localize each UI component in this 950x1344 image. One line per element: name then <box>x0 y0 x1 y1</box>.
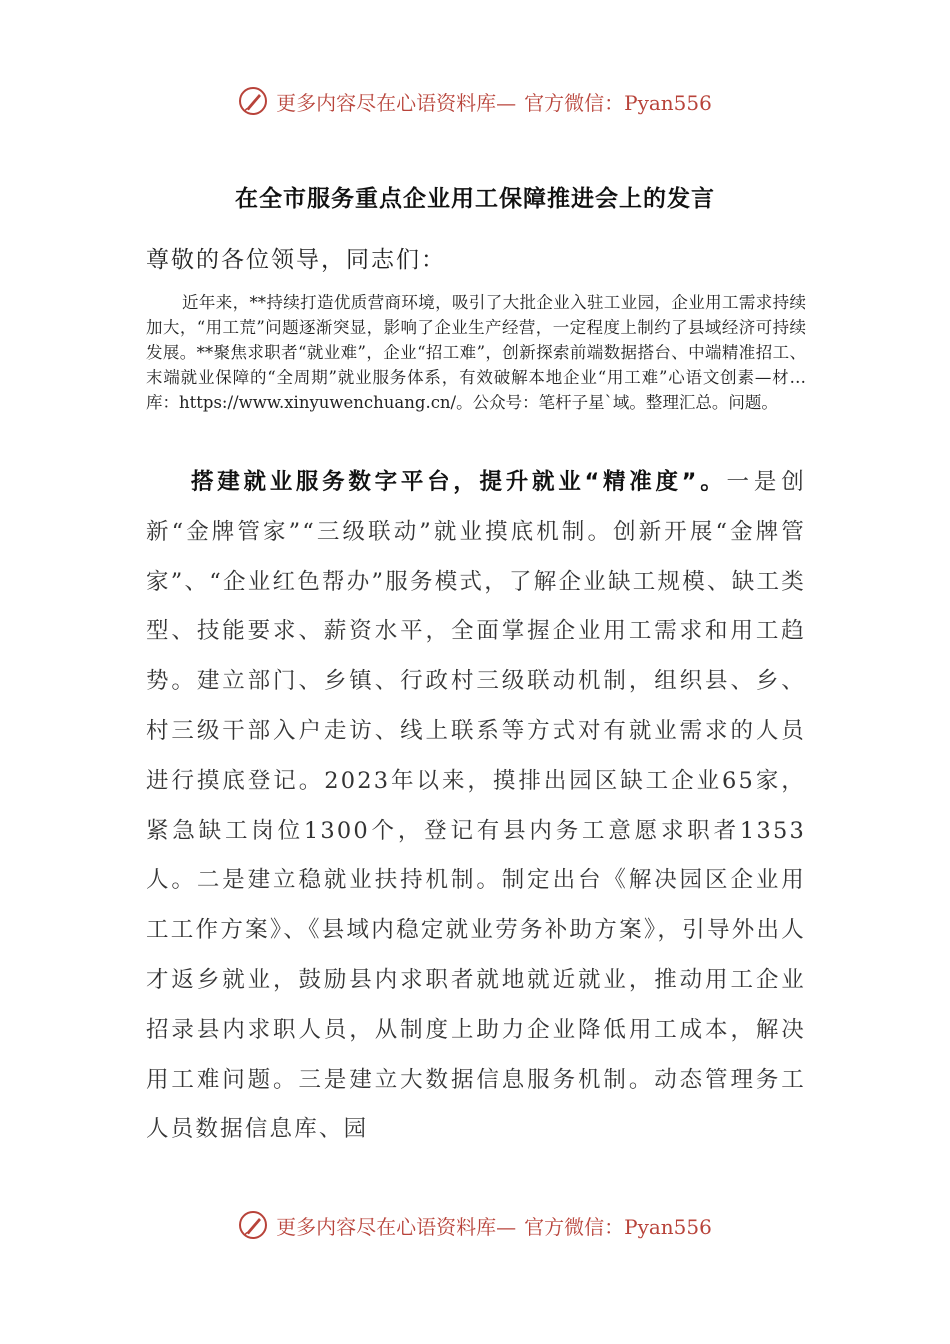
header-watermark <box>0 86 950 116</box>
section-lead: 搭建就业服务数字平台，提升就业“精准度”。 <box>191 469 727 495</box>
salutation: 尊敬的各位领导，同志们： <box>146 247 446 273</box>
watermark-contact: 官方微信：Pyan556 <box>524 90 712 115</box>
quill-logo-icon <box>238 86 268 116</box>
watermark-text: 更多内容尽在心语资料库— <box>276 90 517 115</box>
section-paragraph <box>146 458 806 1155</box>
intro-paragraph: 近年来，**持续打造优质营商环境，吸引了大批企业入驻工业园，企业用工需求持续加大，“用工荒”问题逐渐突显，影响了企业生产经营，一定程度上制约了县域经济可持续发展。**聚焦求职者“就业难”，企业“招工难”，创新探索前端数据搭台、中端精准招工、末端就业保障的“全周期”就业服务体系，有效破解本地企业“用工难”心语文创素—材…库：https://www.xinyuwenchuang.cn/。公众号：笔杆子星`域。整理汇总。问题。 <box>146 293 806 412</box>
watermark-contact: 官方微信：Pyan556 <box>524 1214 712 1239</box>
document-title: 在全市服务重点企业用工保障推进会上的发言 <box>235 186 715 212</box>
section-body: 一是创新“金牌管家”“三级联动”就业摸底机制。创新开展“金牌管家”、“企业红色帮办”服务模式，了解企业缺工规模、缺工类型、技能要求、薪资水平，全面掌握企业用工需求和用工趋势。建立部门、乡镇、行政村三级联动机制，组织县、乡、村三级干部入户走访、线上联系等方式对有就业需求的人员进行摸底登记。2023年以来，摸排出园区缺工企业65家，紧急缺工岗位1300个，登记有县内务工意愿求职者1353人。二是建立稳就业扶持机制。制定出台《解决园区企业用工工作方案》、《县域内稳定就业劳务补助方案》，引导外出人才返乡就业，鼓励县内求职者就地就近就业，推动用工企业招录县内求职人员，从制度上助力企业降低用工成本，解决用工难问题。三是建立大数据信息服务机制。动态管理务工人员数据信息库、园 <box>146 469 806 1143</box>
watermark-text: 更多内容尽在心语资料库— <box>276 1214 517 1239</box>
footer-watermark <box>0 1210 950 1240</box>
quill-logo-icon <box>238 1210 268 1240</box>
